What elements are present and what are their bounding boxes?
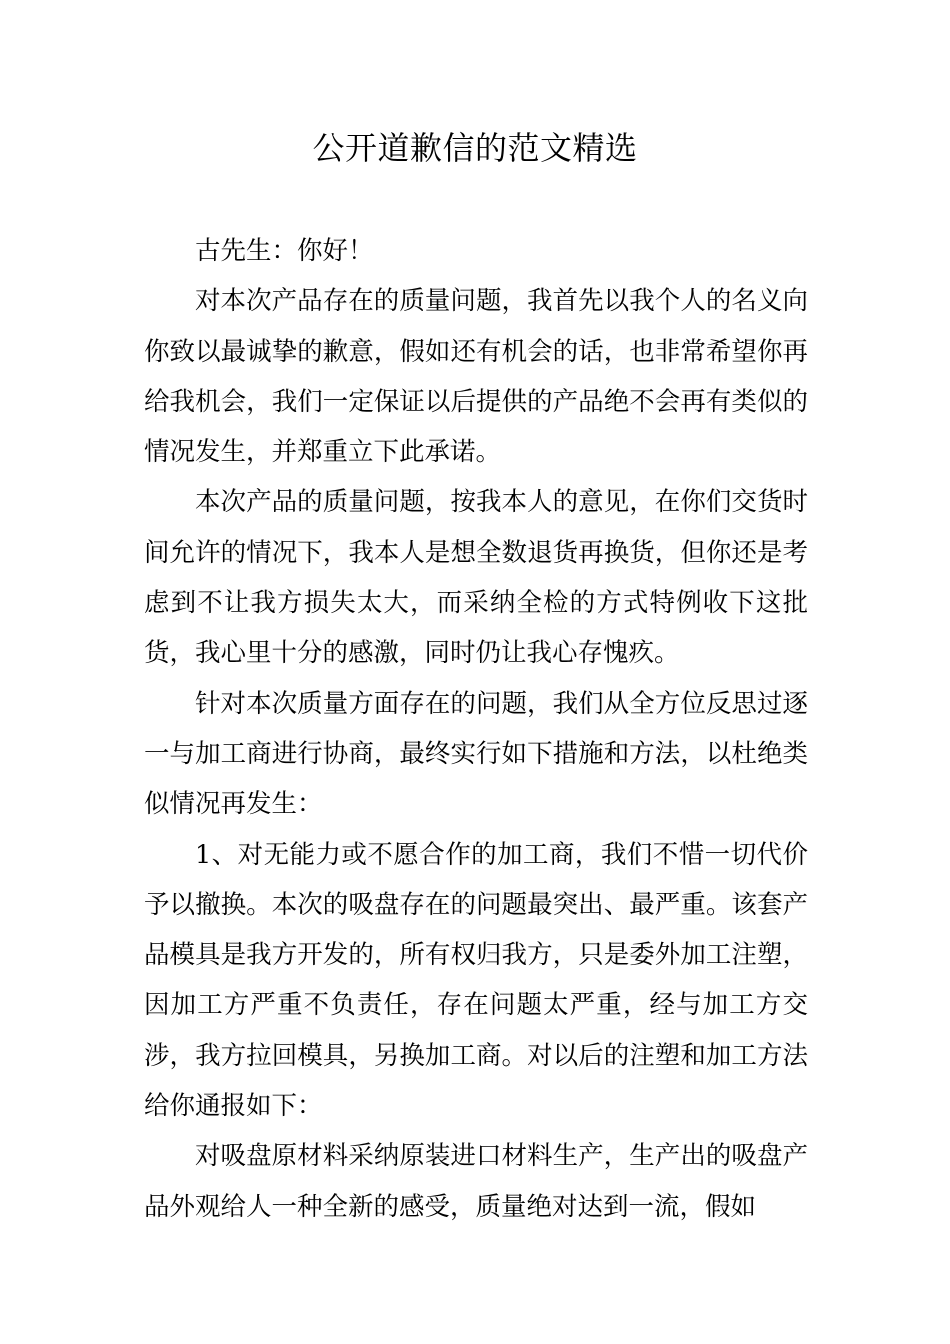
body-paragraph: 1、对无能力或不愿合作的加工商，我们不惜一切代价予以撤换。本次的吸盘存在的问题最突出、最严重。该套产品模具是我方开发的，所有权归我方，只是委外加工注塑，因加工方严重不负责任，存在问题太严重，经与加工方交涉，我方拉回模具，另换加工商。对以后的注塑和加工方法给你通报如下： — [144, 839, 808, 1122]
body-paragraph: 对本次产品存在的质量问题，我首先以我个人的名义向你致以最诚挚的歉意，假如还有机会的话，也非常希望你再给我机会，我们一定保证以后提供的产品绝不会再有类似的情况发生，并郑重立下此承诺。 — [144, 286, 808, 468]
document-title: 公开道歉信的范文精选 — [312, 129, 638, 167]
body-paragraph: 针对本次质量方面存在的问题，我们从全方位反思过逐一与加工商进行协商，最终实行如下措施和方法，以杜绝类似情况再发生： — [144, 688, 808, 820]
body-paragraph: 本次产品的质量问题，按我本人的意见，在你们交货时间允许的情况下，我本人是想全数退货再换货，但你还是考虑到不让我方损失太大，而采纳全检的方式特例收下这批货，我心里十分的感激，同时仍让我心存愧疚。 — [144, 487, 808, 669]
document-body — [144, 226, 808, 1232]
body-paragraph: 对吸盘原材料采纳原装进口材料生产，生产出的吸盘产品外观给人一种全新的感受，质量绝对达到一流，假如 — [144, 1141, 808, 1222]
greeting-paragraph: 古先生：你好！ — [195, 236, 374, 266]
